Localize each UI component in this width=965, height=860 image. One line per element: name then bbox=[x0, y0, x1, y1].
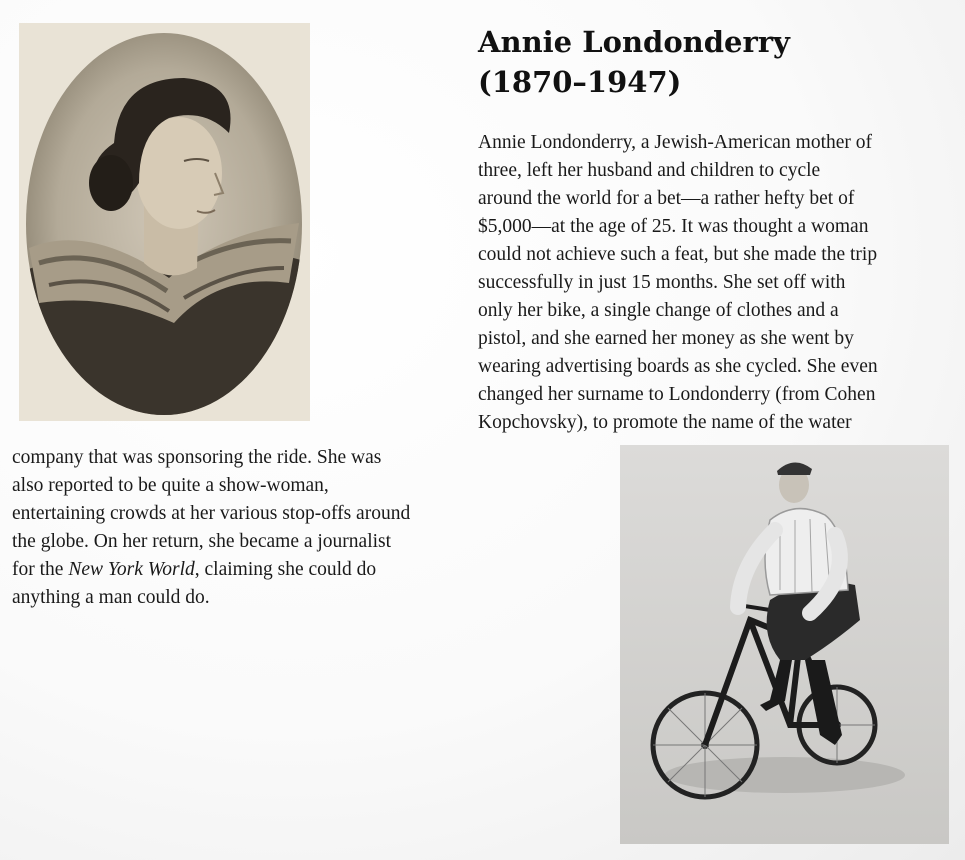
paragraph-line: successfully in just 15 months. She set off with bbox=[478, 272, 846, 293]
paragraph-line: Annie Londonderry, a Jewish-American mother of bbox=[478, 132, 873, 153]
paragraph-line: $5,000—at the age of 25. It was thought a woman bbox=[478, 216, 869, 237]
paragraph-line: wearing advertising boards as she cycled. She even bbox=[478, 356, 878, 377]
paragraph-line: the globe. On her return, she became a journalist bbox=[12, 531, 392, 552]
paragraph-line: around the world for a bet—a rather hefty bet of bbox=[478, 188, 855, 209]
paragraph-line: only her bike, a single change of clothes and a bbox=[478, 300, 839, 321]
paragraph-line: changed her surname to Londonderry (from Cohen bbox=[478, 384, 876, 405]
paragraph-line: pistol, and she earned her money as she went by bbox=[478, 328, 854, 349]
article-title bbox=[478, 22, 948, 102]
newspaper-prefix: for the bbox=[12, 559, 69, 580]
paragraph-line-newspaper bbox=[12, 556, 482, 584]
paragraph-line: also reported to be quite a show-woman, bbox=[12, 475, 329, 496]
paragraph-line: three, left her husband and children to cycle bbox=[478, 160, 821, 181]
paragraph-line: anything a man could do. bbox=[12, 587, 210, 608]
cyclist-photo bbox=[620, 445, 949, 844]
article-paragraph-top bbox=[478, 129, 948, 437]
cyclist-illustration bbox=[620, 445, 949, 844]
paragraph-line: Kopchovsky), to promote the name of the water bbox=[478, 412, 852, 433]
portrait-photo bbox=[19, 23, 310, 421]
newspaper-suffix: , claiming she could do bbox=[194, 559, 377, 580]
newspaper-name: New York World bbox=[68, 559, 195, 580]
title-name: Annie Londonderry bbox=[478, 25, 790, 59]
title-years: (1870–1947) bbox=[478, 65, 682, 99]
paragraph-line: could not achieve such a feat, but she made the trip bbox=[478, 244, 878, 265]
paragraph-line: company that was sponsoring the ride. She was bbox=[12, 447, 382, 468]
portrait-illustration bbox=[19, 23, 310, 421]
article-paragraph-bottom bbox=[12, 444, 482, 612]
paragraph-line: entertaining crowds at her various stop-offs around bbox=[12, 503, 411, 524]
